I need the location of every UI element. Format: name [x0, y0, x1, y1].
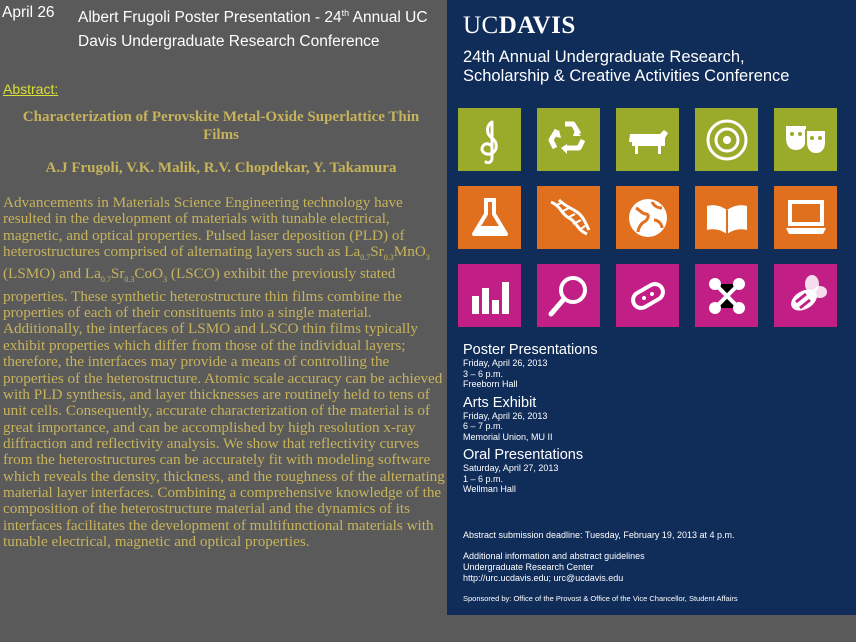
atom-orbit-icon	[703, 116, 751, 164]
tile-bacterium	[616, 264, 679, 327]
header-date: April 26	[2, 4, 55, 21]
molecule-icon	[703, 272, 751, 320]
tile-recycle	[537, 108, 600, 171]
formula-text: Sr	[110, 265, 125, 283]
info-line-1: Additional information and abstract guidelines	[463, 551, 645, 561]
event-location: Memorial Union, MU II	[463, 431, 553, 442]
logo-uc: UC	[463, 12, 499, 39]
abstract-label[interactable]: Abstract:	[3, 81, 59, 97]
conference-title	[463, 48, 790, 86]
abstract-deadline: Abstract submission deadline: Tuesday, February 19, 2013 at 4 p.m.	[463, 530, 735, 540]
event-arts-exhibit	[463, 396, 848, 443]
event-date: Friday, April 26, 2013	[463, 410, 548, 421]
formula-sub: 0.7	[360, 253, 371, 263]
sponsor-line: Sponsored by: Office of the Provost & Office of the Vice Chancellor, Student Affairs	[463, 594, 738, 603]
event-time: 3 – 6 p.m.	[463, 368, 504, 379]
authors: A.J Frugoli, V.K. Malik, R.V. Chopdekar, Y. Takamura	[45, 160, 397, 176]
bee-icon	[782, 272, 830, 320]
formula-sub: 3	[425, 253, 430, 263]
abstract-text: (LSCO) exhibit the previously stated properties.	[3, 265, 396, 305]
tile-book	[695, 186, 758, 249]
abstract-text: (LSMO) and	[3, 265, 85, 283]
theater-masks-icon	[782, 116, 830, 164]
header-title-rest: Annual UC Davis Undergraduate Research Conference	[78, 9, 428, 51]
treble-clef-icon	[466, 116, 514, 164]
event-heading: Poster Presentations	[463, 342, 598, 358]
dna-icon	[545, 194, 593, 242]
event-time: 1 – 6 p.m.	[463, 473, 504, 484]
tile-dna	[537, 186, 600, 249]
event-list	[463, 343, 848, 501]
formula-sub: 0.3	[383, 253, 394, 263]
event-poster-presentations	[463, 343, 848, 390]
event-heading: Arts Exhibit	[463, 394, 537, 411]
formula-sub: 0.3	[124, 275, 135, 285]
tile-molecule	[695, 264, 758, 327]
tile-laptop	[774, 186, 837, 249]
conference-poster	[447, 0, 856, 615]
abstract-text-1: Advancements in Materials Science Engineering technology have resulted in the development of materials with tunable electrical, magnetic, and optical properties. Pulsed laser deposition (PLD) of heterostructures comprised of alternating layers such as	[3, 194, 405, 261]
event-heading: Oral Presentations	[463, 447, 584, 463]
logo-davis: DAVIS	[498, 12, 576, 39]
ucdavis-logo	[463, 12, 576, 40]
formula-text: La	[84, 265, 101, 283]
abstract-body	[3, 195, 448, 550]
flask-icon	[466, 194, 514, 242]
tile-magnifier	[537, 264, 600, 327]
paper-title: Characterization of Perovskite Metal-Oxide Superlattice Thin Films	[22, 109, 420, 143]
header-title-sup: th	[341, 8, 350, 18]
header-title	[78, 1, 448, 54]
open-book-icon	[703, 194, 751, 242]
tile-bee	[774, 264, 837, 327]
tile-treble-clef	[458, 108, 521, 171]
recycle-icon	[545, 116, 593, 164]
formula-text: MnO	[393, 243, 426, 261]
conference-title-line2: Scholarship & Creative Activities Conference	[463, 67, 790, 85]
cow-icon	[624, 116, 672, 164]
laptop-icon	[782, 194, 830, 242]
abstract-text-2: These synthetic heterostructure thin films combine the properties of each of their constituents into a single material. Additionally, the interfaces of LSMO and LSCO thin films typically exhibit properties which differ from those of the individual layers; therefore, the interfaces may provide a means of controlling the properties of the heterostructure. Atomic scale accuracy can be achieved with PLD synthesis, and layer thicknesses are routinely held to tens of unit cells. Consequently, accurate characterization of the material is of great importance, and can be accomplished by high resolution x-ray diffraction and reflectivity analysis. We show that reflectivity curves from the heterostructures can be accurately fit with modeling software which reveals the density, thickness, and the roughness of the alternating material layer interfaces. Combining a comprehensive knowledge of the composition of the heterostructure material and the dynamics of its interfaces facilitates the development of multifunctional materials with tunable electrical, magnetic and optical properties.	[3, 287, 445, 550]
formula-text: La	[344, 243, 361, 261]
conference-title-line1: 24th Annual Undergraduate Research,	[463, 48, 745, 66]
event-date: Saturday, April 27, 2013	[463, 463, 559, 473]
tile-bar-chart	[458, 264, 521, 327]
formula-sub: 3	[163, 275, 168, 285]
bacterium-icon	[624, 272, 672, 320]
formula-sub: 0.7	[100, 275, 111, 285]
formula-text: CoO	[134, 265, 164, 283]
tile-flask	[458, 186, 521, 249]
tile-atom	[695, 108, 758, 171]
tile-cow	[616, 108, 679, 171]
bar-chart-icon	[466, 272, 514, 320]
info-line-2: Undergraduate Research Center	[463, 562, 594, 572]
event-date: Friday, April 26, 2013	[463, 358, 548, 368]
event-time: 6 – 7 p.m.	[463, 421, 504, 431]
event-location: Wellman Hall	[463, 484, 516, 494]
formula-text: Sr	[370, 243, 384, 261]
event-oral-presentations	[463, 448, 848, 495]
globe-icon	[624, 194, 672, 242]
tile-masks	[774, 108, 837, 171]
magnifier-icon	[545, 272, 593, 320]
event-location: Freeborn Hall	[463, 379, 518, 389]
tile-globe	[616, 186, 679, 249]
info-line-3[interactable]: http://urc.ucdavis.edu; urc@ucdavis.edu	[463, 573, 624, 583]
header-title-text: Albert Frugoli Poster Presentation - 24	[78, 9, 342, 27]
